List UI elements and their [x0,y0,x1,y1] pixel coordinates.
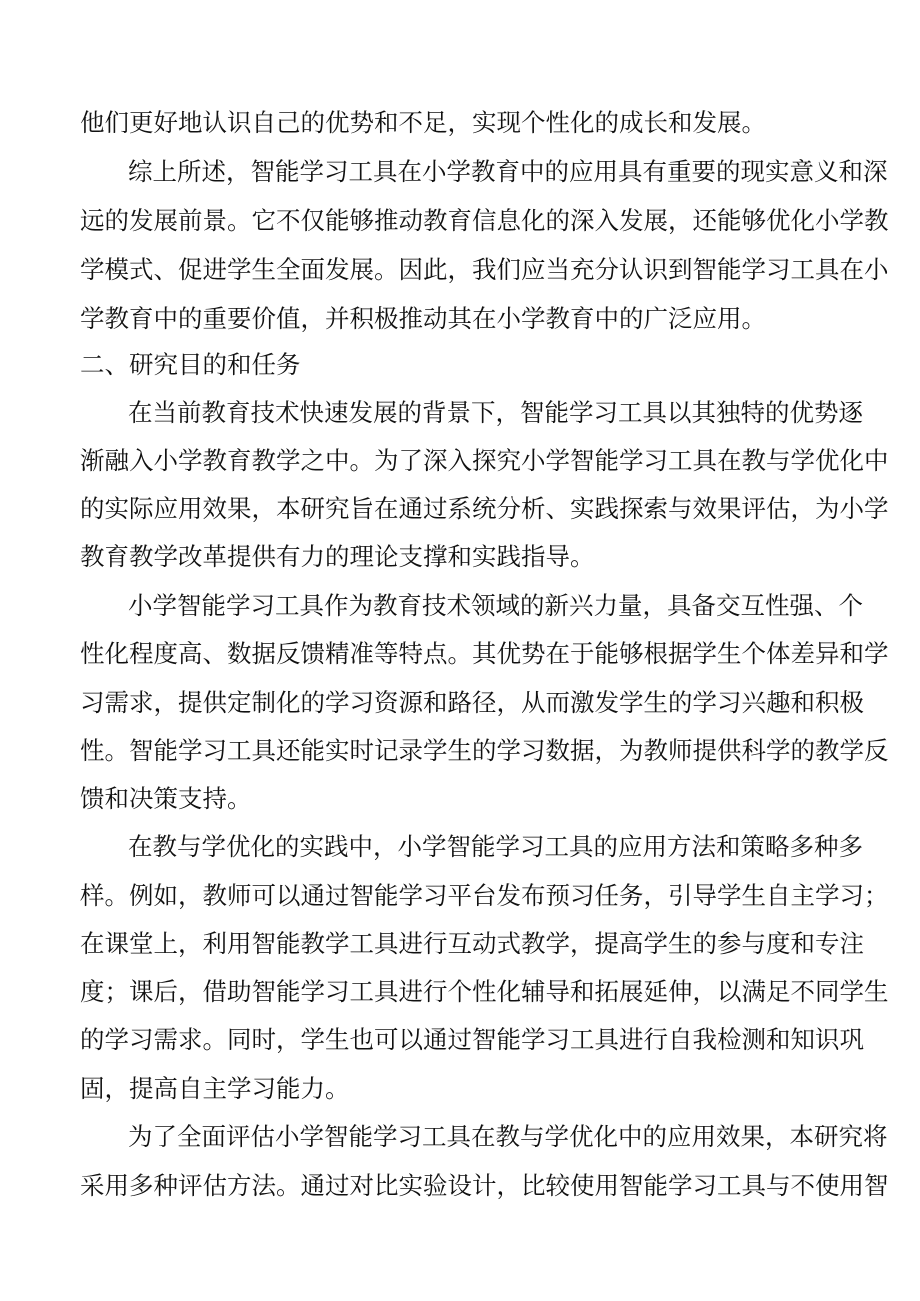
paragraph-purpose-line: 在当前教育技术快速发展的背景下，智能学习工具以其独特的优势逐 [128,398,863,427]
paragraph-summary-line: 学教育中的重要价值，并积极推动其在小学教育中的广泛应用。 [80,304,766,333]
paragraph-features-line: 性。智能学习工具还能实时记录学生的学习数据，为教师提供科学的教学反 [80,736,889,765]
paragraph-purpose-line: 的实际应用效果，本研究旨在通过系统分析、实践探索与效果评估，为小学 [80,494,889,523]
section-heading: 二、研究目的和任务 [80,350,301,379]
paragraph-summary-line: 综上所述，智能学习工具在小学教育中的应用具有重要的现实意义和深 [128,157,888,186]
paragraph-practice-line: 在教与学优化的实践中，小学智能学习工具的应用方法和策略多种多 [128,832,863,861]
paragraph-practice-line: 固，提高自主学习能力。 [80,1074,350,1103]
paragraph-evaluation-line: 采用多种评估方法。通过对比实验设计，比较使用智能学习工具与不使用智 [80,1171,889,1200]
paragraph-practice-line: 的学习需求。同时，学生也可以通过智能学习工具进行自我检测和知识巩 [80,1025,864,1054]
paragraph-practice-line: 样。例如，教师可以通过智能学习平台发布预习任务，引导学生自主学习； [80,881,889,910]
text-line: 他们更好地认识自己的优势和不足，实现个性化的成长和发展。 [80,108,766,137]
paragraph-summary-line: 学模式、促进学生全面发展。因此，我们应当充分认识到智能学习工具在小 [80,255,889,284]
paragraph-features-line: 小学智能学习工具作为教育技术领域的新兴力量，具备交互性强、个 [128,591,863,620]
paragraph-practice-line: 在课堂上，利用智能教学工具进行互动式教学，提高学生的参与度和专注 [80,929,864,958]
paragraph-features-line: 馈和决策支持。 [80,784,252,813]
paragraph-summary-line: 远的发展前景。它不仅能够推动教育信息化的深入发展，还能够优化小学教 [80,206,889,235]
paragraph-features-line: 习需求，提供定制化的学习资源和路径，从而激发学生的学习兴趣和积极 [80,688,864,717]
paragraph-purpose-line: 教育教学改革提供有力的理论支撑和实践指导。 [80,542,595,571]
paragraph-evaluation-line: 为了全面评估小学智能学习工具在教与学优化中的应用效果，本研究将 [128,1122,888,1151]
paragraph-purpose-line: 渐融入小学教育教学之中。为了深入探究小学智能学习工具在教与学优化中 [80,446,889,475]
paragraph-practice-line: 度；课后，借助智能学习工具进行个性化辅导和拓展延伸，以满足不同学生 [80,977,889,1006]
paragraph-features-line: 性化程度高、数据反馈精准等特点。其优势在于能够根据学生个体差异和学 [80,639,889,668]
